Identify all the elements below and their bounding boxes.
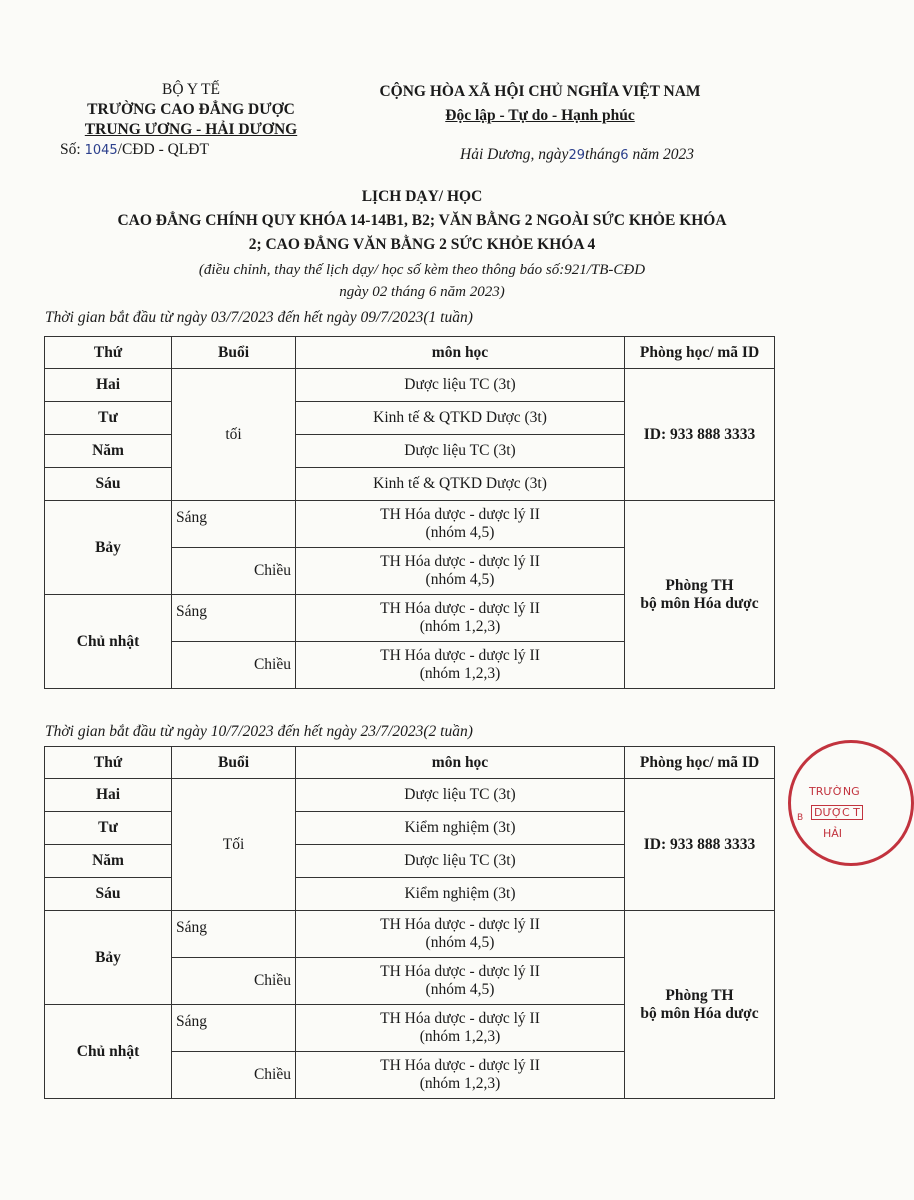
col-room: Phòng học/ mã ID xyxy=(625,337,775,369)
issuer-block xyxy=(50,80,332,161)
document-number: Số: 1045/CĐD - QLĐT xyxy=(60,141,209,158)
day-cell: Bảy xyxy=(45,501,172,595)
document-subtitle-line2: 2; CAO ĐẲNG VĂN BẰNG 2 SỨC KHỎE KHÓA 4 xyxy=(248,236,596,253)
subject-cell: Kiểm nghiệm (3t) xyxy=(296,812,625,845)
col-session: Buổi xyxy=(172,337,296,369)
day-cell: Sáu xyxy=(45,878,172,911)
motto: Độc lập - Tự do - Hạnh phúc xyxy=(445,107,635,124)
col-subject: môn học xyxy=(296,337,625,369)
subject-cell: Dược liệu TC (3t) xyxy=(296,845,625,878)
col-day: Thứ xyxy=(45,747,172,779)
afternoon-session-cell: Chiều xyxy=(172,1052,296,1099)
adjustment-note-line2: ngày 02 tháng 6 năm 2023) xyxy=(339,284,505,300)
handwritten-month: 6 xyxy=(620,148,629,163)
day-cell: Chủ nhật xyxy=(45,595,172,689)
country-name: CỘNG HÒA XÃ HỘI CHỦ NGHĨA VIỆT NAM xyxy=(379,83,701,100)
official-seal-stamp: TRƯỜNG DƯỢC T HẢI B xyxy=(788,740,914,866)
subject-cell: Kinh tế & QTKD Dược (3t) xyxy=(296,402,625,435)
online-room-cell: ID: 933 888 3333 xyxy=(625,369,775,501)
col-room: Phòng học/ mã ID xyxy=(625,747,775,779)
subject-cell: Kinh tế & QTKD Dược (3t) xyxy=(296,468,625,501)
schedule2-period: Thời gian bắt đầu từ ngày 10/7/2023 đến hết ngày 23/7/2023(2 tuần) xyxy=(45,723,473,740)
col-subject: môn học xyxy=(296,747,625,779)
morning-session-cell: Sáng xyxy=(172,501,296,548)
handwritten-day: 29 xyxy=(568,148,585,163)
afternoon-session-cell: Chiều xyxy=(172,548,296,595)
subject-cell: TH Hóa dược - dược lý II (nhóm 4,5) xyxy=(296,958,625,1005)
adjustment-note-line1: (điều chỉnh, thay thế lịch dạy/ học số kèm theo thông báo số:921/TB-CĐD xyxy=(198,262,646,278)
morning-session-cell: Sáng xyxy=(172,595,296,642)
table-row xyxy=(45,501,775,548)
subject-cell: Dược liệu TC (3t) xyxy=(296,369,625,402)
schedule1-table xyxy=(44,336,775,689)
day-cell: Tư xyxy=(45,402,172,435)
table-row xyxy=(45,911,775,958)
handwritten-number: 1045 xyxy=(84,143,118,158)
subject-cell: TH Hóa dược - dược lý II (nhóm 4,5) xyxy=(296,548,625,595)
day-cell: Bảy xyxy=(45,911,172,1005)
schedule1-period: Thời gian bắt đầu từ ngày 03/7/2023 đến hết ngày 09/7/2023(1 tuần) xyxy=(45,309,473,326)
document-subtitle-line1: CAO ĐẲNG CHÍNH QUY KHÓA 14-14B1, B2; VĂN BẰNG 2 NGOÀI SỨC KHỎE KHÓA xyxy=(117,212,727,229)
table-header-row xyxy=(45,337,775,369)
subject-cell: TH Hóa dược - dược lý II (nhóm 1,2,3) xyxy=(296,1005,625,1052)
day-cell: Năm xyxy=(45,435,172,468)
subject-cell: TH Hóa dược - dược lý II (nhóm 1,2,3) xyxy=(296,595,625,642)
online-room-cell: ID: 933 888 3333 xyxy=(625,779,775,911)
morning-session-cell: Sáng xyxy=(172,911,296,958)
subject-cell: TH Hóa dược - dược lý II (nhóm 1,2,3) xyxy=(296,642,625,689)
issue-date: Hải Dương, ngày29tháng6 năm 2023 xyxy=(460,146,695,163)
document-title: LỊCH DẠY/ HỌC xyxy=(361,188,483,205)
subject-cell: Dược liệu TC (3t) xyxy=(296,779,625,812)
subject-cell: Kiểm nghiệm (3t) xyxy=(296,878,625,911)
day-cell: Chủ nhật xyxy=(45,1005,172,1099)
table-row xyxy=(45,369,775,402)
day-cell: Năm xyxy=(45,845,172,878)
col-session: Buổi xyxy=(172,747,296,779)
national-heading xyxy=(330,80,750,128)
school-name-line2: TRUNG ƯƠNG - HẢI DƯƠNG xyxy=(84,121,298,138)
afternoon-session-cell: Chiều xyxy=(172,642,296,689)
lab-room-cell: Phòng TH bộ môn Hóa dược xyxy=(625,911,775,1099)
schedule2-table xyxy=(44,746,775,1099)
lab-room-cell: Phòng TH bộ môn Hóa dược xyxy=(625,501,775,689)
evening-session-cell: tối xyxy=(172,369,296,501)
day-cell: Sáu xyxy=(45,468,172,501)
subject-cell: TH Hóa dược - dược lý II (nhóm 4,5) xyxy=(296,911,625,958)
ministry-name: BỘ Y TẾ xyxy=(162,81,220,98)
day-cell: Tư xyxy=(45,812,172,845)
subject-cell: Dược liệu TC (3t) xyxy=(296,435,625,468)
table-header-row xyxy=(45,747,775,779)
subject-cell: TH Hóa dược - dược lý II (nhóm 1,2,3) xyxy=(296,1052,625,1099)
subject-cell: TH Hóa dược - dược lý II (nhóm 4,5) xyxy=(296,501,625,548)
evening-session-cell: Tối xyxy=(172,779,296,911)
school-name-line1: TRƯỜNG CAO ĐẲNG DƯỢC xyxy=(87,101,295,118)
table-row xyxy=(45,779,775,812)
col-day: Thứ xyxy=(45,337,172,369)
afternoon-session-cell: Chiều xyxy=(172,958,296,1005)
day-cell: Hai xyxy=(45,369,172,402)
day-cell: Hai xyxy=(45,779,172,812)
morning-session-cell: Sáng xyxy=(172,1005,296,1052)
